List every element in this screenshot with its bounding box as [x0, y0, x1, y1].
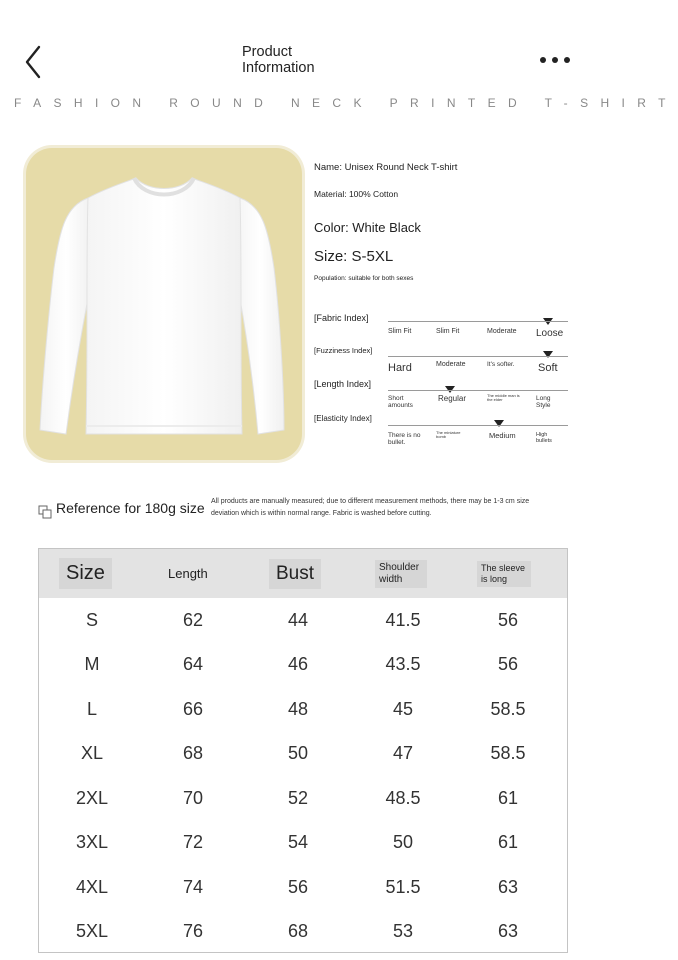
- fuzziness-index-label: [Fuzziness Index]: [314, 346, 373, 355]
- elasticity-option: There is no bullet.: [388, 432, 421, 447]
- cell-bust: 68: [287, 921, 309, 942]
- cell-shoulder: 50: [392, 832, 414, 853]
- header-shoulder-width: Shoulder width: [375, 549, 427, 598]
- product-population: Population: suitable for both sexes: [314, 275, 414, 282]
- cell-length: 74: [182, 876, 204, 897]
- product-image: [26, 148, 302, 460]
- cell-size: L: [86, 698, 97, 719]
- page-title: Product Information: [242, 44, 315, 76]
- length-option: The middle man is the elder: [487, 393, 520, 403]
- length-option-selected: Regular: [438, 394, 467, 403]
- table-row: [39, 865, 567, 910]
- back-button[interactable]: [22, 44, 46, 80]
- fabric-option: Slim Fit: [388, 328, 412, 335]
- header-sleeve-length: The sleeve is long: [477, 549, 531, 598]
- cell-size: 3XL: [75, 832, 109, 853]
- more-button[interactable]: [540, 52, 580, 68]
- cell-shoulder: 47: [392, 743, 414, 764]
- table-row: [39, 732, 567, 777]
- cell-size: M: [84, 654, 100, 675]
- cell-length: 70: [182, 787, 204, 808]
- cell-length: 68: [182, 743, 204, 764]
- cell-bust: 48: [287, 698, 309, 719]
- fabric-index-label: [Fabric Index]: [314, 313, 369, 323]
- cell-sleeve: 58.5: [490, 743, 526, 764]
- cell-shoulder: 48.5: [385, 787, 421, 808]
- length-option: Short amounts: [388, 395, 413, 410]
- copy-icon: [38, 505, 52, 519]
- cell-length: 76: [182, 921, 204, 942]
- cell-shoulder: 41.5: [385, 609, 421, 630]
- cell-size: S: [85, 609, 98, 630]
- cell-bust: 56: [287, 876, 309, 897]
- table-row: [39, 776, 567, 821]
- cell-bust: 54: [287, 832, 309, 853]
- table-row: [39, 643, 567, 688]
- header-bust: Bust: [269, 549, 321, 598]
- header-length: Length: [168, 566, 208, 581]
- cell-sleeve: 63: [497, 876, 519, 897]
- cell-bust: 44: [287, 609, 309, 630]
- elasticity-option-selected: Medium: [489, 431, 516, 440]
- elasticity-option: The miniature bomb: [436, 430, 461, 440]
- cell-sleeve: 63: [497, 921, 519, 942]
- cell-sleeve: 58.5: [490, 698, 526, 719]
- cell-size: XL: [80, 743, 104, 764]
- cell-bust: 50: [287, 743, 309, 764]
- cell-size: 4XL: [75, 876, 109, 897]
- length-option: Long Style: [536, 395, 551, 410]
- product-name: Name: Unisex Round Neck T-shirt: [314, 162, 458, 173]
- header-size: Size: [59, 549, 112, 598]
- table-row: [39, 598, 567, 643]
- cell-sleeve: 56: [497, 609, 519, 630]
- cell-shoulder: 53: [392, 921, 414, 942]
- cell-bust: 46: [287, 654, 309, 675]
- table-header: [39, 549, 567, 598]
- cell-size: 2XL: [75, 787, 109, 808]
- length-index-label: [Length Index]: [314, 379, 372, 389]
- fuzziness-option: It's softer.: [487, 361, 515, 368]
- length-index-line: [388, 390, 568, 391]
- product-subtitle: FASHION ROUND NECK PRINTED T-SHIRT: [14, 96, 678, 110]
- fabric-option: Moderate: [487, 328, 517, 335]
- cell-length: 64: [182, 654, 204, 675]
- elasticity-index-label: [Elasticity Index]: [314, 414, 372, 423]
- table-row: [39, 687, 567, 732]
- fabric-index-line: [388, 321, 568, 322]
- cell-shoulder: 43.5: [385, 654, 421, 675]
- reference-title: Reference for 180g size: [56, 500, 205, 516]
- cell-length: 72: [182, 832, 204, 853]
- table-row: [39, 910, 567, 955]
- page-header: [0, 0, 604, 92]
- product-size: Size: S-5XL: [314, 248, 394, 265]
- cell-sleeve: 56: [497, 654, 519, 675]
- reference-note: All products are manually measured; due to different measurement methods, there may be 1-3 cm size deviation which is within normal range. Fabric is washed before cutting.: [211, 498, 530, 517]
- product-material: Material: 100% Cotton: [314, 189, 399, 199]
- cell-shoulder: 51.5: [385, 876, 421, 897]
- size-table: [38, 548, 568, 953]
- cell-shoulder: 45: [392, 698, 414, 719]
- cell-sleeve: 61: [497, 787, 519, 808]
- cell-size: 5XL: [75, 921, 109, 942]
- more-dots-icon: [540, 57, 546, 63]
- cell-bust: 52: [287, 787, 309, 808]
- cell-length: 62: [182, 609, 204, 630]
- fuzziness-option: Moderate: [436, 361, 466, 368]
- table-row: [39, 821, 567, 866]
- fabric-option-selected: Loose: [536, 328, 564, 339]
- fuzziness-option: Hard: [388, 362, 412, 374]
- fuzziness-index-line: [388, 356, 568, 357]
- elasticity-option: High bullets: [536, 432, 552, 445]
- cell-length: 66: [182, 698, 204, 719]
- cell-sleeve: 61: [497, 832, 519, 853]
- fabric-option: Slim Fit: [436, 328, 460, 335]
- elasticity-index-line: [388, 425, 568, 426]
- product-color: Color: White Black: [314, 220, 421, 235]
- fuzziness-option-selected: Soft: [538, 362, 558, 374]
- chevron-left-icon: [22, 44, 46, 80]
